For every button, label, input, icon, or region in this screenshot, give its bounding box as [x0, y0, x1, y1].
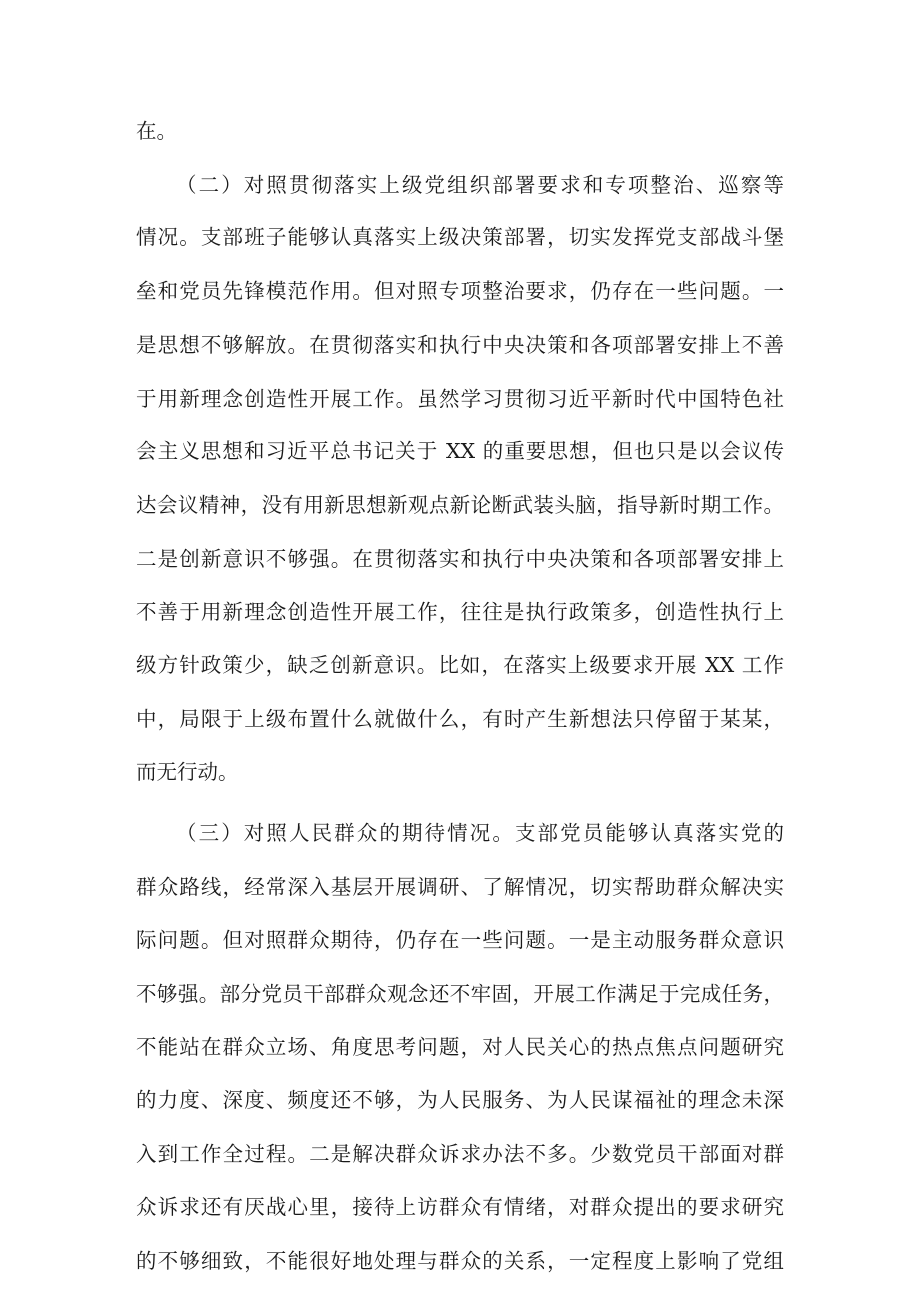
paragraph-line: 会主义思想和习近平总书记关于 XX 的重要思想，但也只是以会议传 [136, 439, 784, 464]
paragraph-line: 达会议精神，没有用新思想新观点新论断武装头脑，指导新时期工作。 [136, 492, 784, 517]
paragraph-line: 是思想不够解放。在贯彻落实和执行中央决策和各项部署安排上不善 [136, 332, 784, 357]
paragraph-line: 际问题。但对照群众期待，仍存在一些问题。一是主动服务群众意识 [136, 927, 784, 952]
paragraph-line: 众诉求还有厌战心里，接待上访群众有情绪，对群众提出的要求研究 [136, 1195, 784, 1220]
section-3-heading-line: （三）对照人民群众的期待情况。支部党员能够认真落实党的 [176, 821, 784, 846]
paragraph-line: 级方针政策少，缺乏创新意识。比如，在落实上级要求开展 XX 工作 [136, 653, 784, 677]
paragraph-line: 入到工作全过程。二是解决群众诉求办法不多。少数党员干部面对群 [136, 1141, 784, 1166]
paragraph-line: 的力度、深度、频度还不够，为人民服务、为人民谋福祉的理念未深 [136, 1088, 784, 1112]
paragraph-line: 情况。支部班子能够认真落实上级决策部署，切实发挥党支部战斗堡 [136, 225, 784, 250]
paragraph-line: 不善于用新理念创造性开展工作，往往是执行政策多，创造性执行上 [136, 600, 784, 625]
paragraph-line: 不能站在群众立场、角度思考问题，对人民关心的热点焦点问题研究 [136, 1035, 784, 1060]
paragraph-line: 而无行动。 [136, 760, 239, 785]
paragraph-line: 不够强。部分党员干部群众观念还不牢固，开展工作满足于完成任务， [136, 981, 784, 1006]
paragraph-line: 在。 [136, 119, 177, 143]
paragraph-line: 二是创新意识不够强。在贯彻落实和执行中央决策和各项部署安排上 [136, 546, 784, 571]
paragraph-line: 中，局限于上级布置什么就做什么，有时产生新想法只停留于某某， [136, 706, 784, 731]
paragraph-line: 群众路线，经常深入基层开展调研、了解情况，切实帮助群众解决实 [136, 875, 784, 900]
paragraph-line: 垒和党员先锋模范作用。但对照专项整治要求，仍存在一些问题。一 [136, 279, 784, 304]
paragraph-line: 的不够细致，不能很好地处理与群众的关系，一定程度上影响了党组 [136, 1249, 784, 1273]
paragraph-line: 于用新理念创造性开展工作。虽然学习贯彻习近平新时代中国特色社 [136, 386, 784, 411]
section-2-heading-line: （二）对照贯彻落实上级党组织部署要求和专项整治、巡察等 [176, 172, 784, 197]
